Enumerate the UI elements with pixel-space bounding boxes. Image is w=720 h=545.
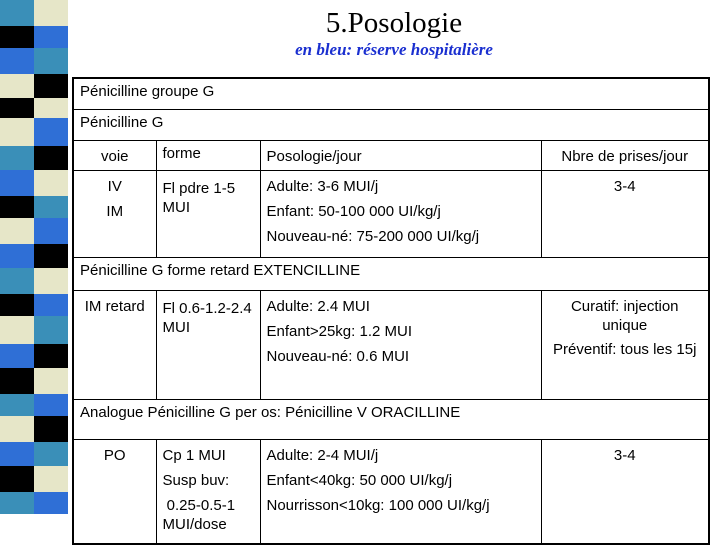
stripe-row: [0, 170, 68, 196]
row2-posologie-line: Adulte: 2.4 MUI: [266, 297, 370, 315]
row1-posologie-line: Enfant: 50-100 000 UI/kg/j: [266, 202, 441, 220]
row3-forme-line: 0.25-0.5-1 MUI/dose: [162, 496, 240, 533]
stripe-row: [0, 268, 68, 294]
row2-voie: IM retard: [73, 290, 156, 399]
stripe-row: [0, 394, 68, 416]
stripe-row: [0, 442, 68, 466]
stripe-row: [0, 98, 68, 118]
row1-posologie-line: Nouveau-né: 75-200 000 UI/kg/j: [266, 227, 480, 245]
section-penicilline-groupe-g: Pénicilline groupe G: [73, 78, 709, 109]
row2-prises: [541, 290, 709, 399]
row3-posologie-line: Nourrisson<10kg: 100 000 UI/kg/j: [266, 496, 490, 514]
row1-voie: [73, 170, 156, 257]
stripe-row: [0, 146, 68, 170]
stripe-row: [0, 48, 68, 74]
slide-subtitle: en bleu: réserve hospitalière: [295, 40, 493, 59]
row1-posologie-line: Adulte: 3-6 MUI/j: [266, 177, 379, 195]
row2-prises-line: Curatif: injection unique: [570, 297, 679, 334]
row1-prises: 3-4: [541, 170, 709, 257]
stripe-row: [0, 118, 68, 146]
section-oracilline: Analogue Pénicilline G per os: Pénicilline V ORACILLINE: [73, 399, 709, 439]
header-prises: Nbre de prises/jour: [541, 140, 709, 170]
row3-forme-line: Cp 1 MUI: [162, 446, 226, 464]
stripe-row: [0, 344, 68, 368]
stripe-row: [0, 196, 68, 218]
stripe-row: [0, 368, 68, 394]
header-posologie: Posologie/jour: [260, 140, 541, 170]
section-extencilline: Pénicilline G forme retard EXTENCILLINE: [73, 257, 709, 290]
row2-forme: Fl 0.6-1.2-2.4 MUI: [156, 290, 260, 399]
row1-forme: Fl pdre 1-5 MUI: [156, 170, 260, 257]
title-block: [68, 6, 720, 60]
stripe-row: [0, 244, 68, 268]
row3-prises: 3-4: [541, 439, 709, 544]
row2-prises-line: Préventif: tous les 15j: [553, 340, 697, 358]
row3-posologie: [260, 439, 541, 544]
slide-title: 5.Posologie: [325, 7, 463, 39]
row2-posologie-line: Nouveau-né: 0.6 MUI: [266, 347, 410, 365]
row3-posologie-line: Enfant<40kg: 50 000 UI/kg/j: [266, 471, 453, 489]
stripe-row: [0, 492, 68, 514]
row1-posologie: [260, 170, 541, 257]
row3-posologie-line: Adulte: 2-4 MUI/j: [266, 446, 379, 464]
stripe-row: [0, 294, 68, 316]
stripe-row: [0, 466, 68, 492]
stripe-row: [0, 0, 68, 26]
stripe-row: [0, 316, 68, 344]
stripe-row: [0, 416, 68, 442]
stripe-row: [0, 74, 68, 98]
row1-voie-line: IM: [106, 202, 124, 220]
posologie-table: [72, 77, 710, 545]
header-voie: voie: [73, 140, 156, 170]
section-penicilline-g: Pénicilline G: [73, 109, 709, 140]
stripe-row: [0, 26, 68, 48]
row3-forme: [156, 439, 260, 544]
row2-posologie: [260, 290, 541, 399]
row3-voie: PO: [73, 439, 156, 544]
row3-forme-line: Susp buv:: [162, 471, 230, 489]
decorative-stripe: [0, 0, 68, 540]
header-forme: forme: [156, 140, 260, 170]
row1-voie-line: IV: [107, 177, 122, 195]
row2-posologie-line: Enfant>25kg: 1.2 MUI: [266, 322, 413, 340]
stripe-row: [0, 218, 68, 244]
